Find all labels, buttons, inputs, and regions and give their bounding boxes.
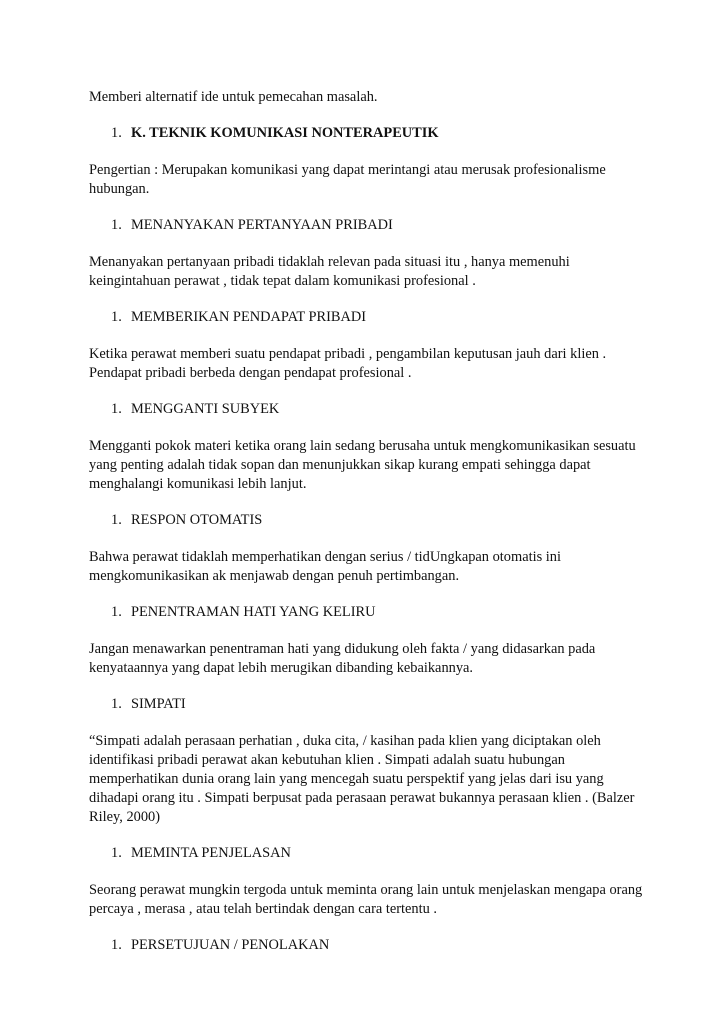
list-item-heading [89, 844, 649, 863]
section-body: Menanyakan pertanyaan pribadi tidaklah relevan pada situasi itu , hanya memenuhi keingintahuan perawat , tidak tepat dalam komunikasi profesional . [89, 254, 570, 289]
list-number: 1. [111, 125, 122, 141]
section-body: Mengganti pokok materi ketika orang lain sedang berusaha untuk mengkomunikasikan sesuatu yang penting adalah tidak sopan dan menunjukkan sikap kurang empati sehingga dapat menghalangi komunikasi lebih lanjut. [89, 438, 636, 492]
section-heading: K. TEKNIK KOMUNIKASI NONTERAPEUTIK [131, 125, 439, 141]
list-item-heading [89, 695, 649, 714]
section-heading: PENENTRAMAN HATI YANG KELIRU [131, 604, 376, 620]
section-heading: PERSETUJUAN / PENOLAKAN [131, 937, 330, 953]
list-number: 1. [111, 401, 122, 417]
section-heading: MENANYAKAN PERTANYAAN PRIBADI [131, 217, 393, 233]
section-heading: MENGGANTI SUBYEK [131, 401, 280, 417]
list-item-heading [89, 124, 649, 143]
list-number: 1. [111, 604, 122, 620]
section-body: Pengertian : Merupakan komunikasi yang dapat merintangi atau merusak profesionalisme hubungan. [89, 162, 606, 197]
section-heading: SIMPATI [131, 696, 186, 712]
list-number: 1. [111, 937, 122, 953]
list-item-heading [89, 511, 649, 530]
list-item-heading [89, 603, 649, 622]
list-number: 1. [111, 845, 122, 861]
section-heading: RESPON OTOMATIS [131, 512, 263, 528]
list-item-heading [89, 308, 649, 327]
section-body: “Simpati adalah perasaan perhatian , duka cita, / kasihan pada klien yang diciptakan oleh identifikasi pribadi perawat akan kebutuhan klien . Simpati adalah suatu hubungan memperhatikan dunia orang lain yang mencegah suatu perspektif yang jelas dari isu yang dihadapi orang itu . Simpati berpusat pada perasaan perawat bukannya perasaan klien . (Balzer Riley, 2000) [89, 733, 635, 825]
list-item-heading [89, 216, 649, 235]
section-body: Ketika perawat memberi suatu pendapat pribadi , pengambilan keputusan jauh dari klien . Pendapat pribadi berbeda dengan pendapat profesional . [89, 346, 607, 381]
document-page [89, 88, 649, 955]
list-number: 1. [111, 512, 122, 528]
section-body: Bahwa perawat tidaklah memperhatikan dengan serius / tidUngkapan otomatis ini mengkomunikasikan ak menjawab dengan penuh pertimbangan. [89, 549, 561, 584]
intro-paragraph: Memberi alternatif ide untuk pemecahan masalah. [89, 89, 378, 105]
list-number: 1. [111, 696, 122, 712]
list-number: 1. [111, 217, 122, 233]
section-heading: MEMINTA PENJELASAN [131, 845, 291, 861]
list-number: 1. [111, 309, 122, 325]
section-body: Jangan menawarkan penentraman hati yang didukung oleh fakta / yang didasarkan pada kenyataannya yang dapat lebih merugikan dibanding kebaikannya. [89, 641, 596, 676]
list-item-heading [89, 936, 649, 955]
section-body: Seorang perawat mungkin tergoda untuk meminta orang lain untuk menjelaskan mengapa orang percaya , merasa , atau telah bertindak dengan cara tertentu . [89, 882, 643, 917]
section-heading: MEMBERIKAN PENDAPAT PRIBADI [131, 309, 367, 325]
list-item-heading [89, 400, 649, 419]
